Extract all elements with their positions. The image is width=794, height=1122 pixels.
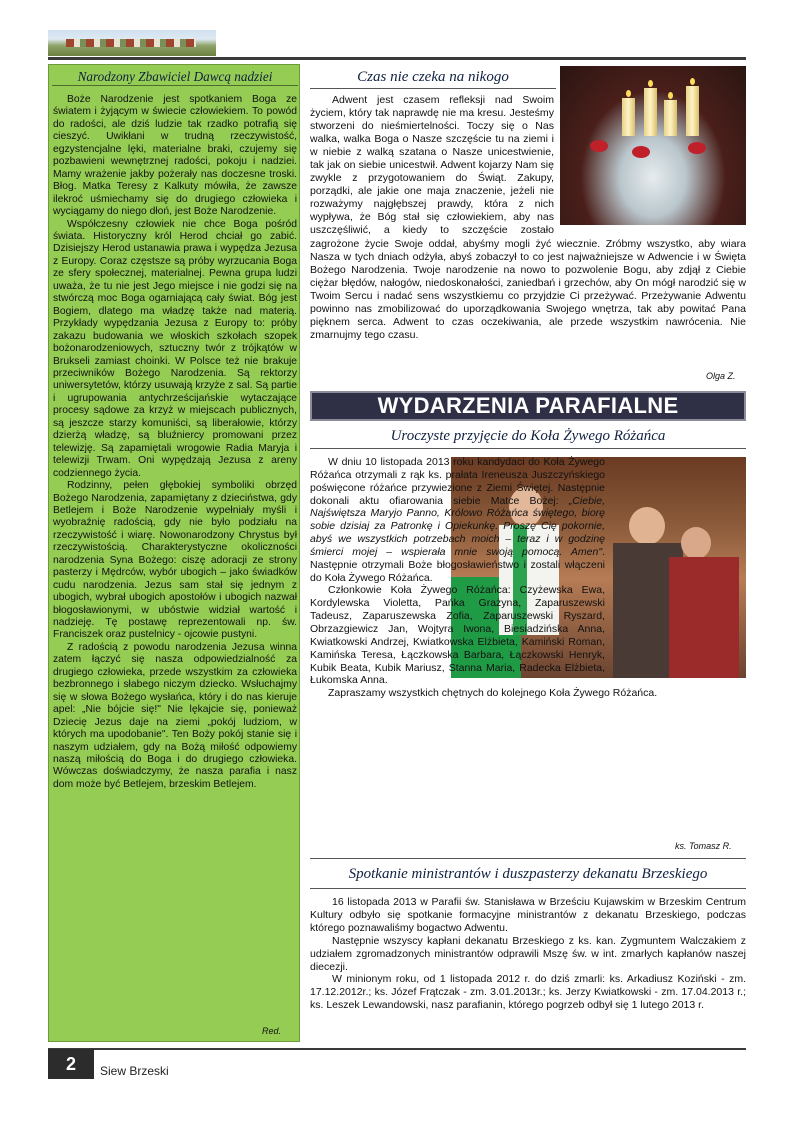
altar-article-title: Spotkanie ministrantów i duszpasterzy dekanatu Brzeskiego	[348, 866, 708, 882]
publication-name: Siew Brzeski	[100, 1064, 169, 1078]
rosary-after-prayer: . Następnie otrzymali Boże błogosławieństwo i zostali włączeni do Koła Żywego Różańca.	[310, 545, 605, 584]
left-article-paragraph: Boże Narodzenie jest spotkaniem Boga ze światem i żyjącym w świecie człowiekiem. To powód do radości, ale dziś ludzie tak rzadko potrafią się cieszyć. Uwikłani w trudną rzeczywistość, egzystencjalne lęki, materialne braki, czujemy się pozbawieni wewnętrznej radości, pokoju i nadziei. Mamy wrażenie jakby pożerały nas doczesne troski. Błog. Matka Teresy z Kalkuty mówiła, że zawsze ilekroć uśmiechamy się do drugiego człowieka i wyciągamy do niego dłoń, jest Boże Narodzenie.	[53, 94, 297, 218]
header-landscape-photo	[48, 30, 216, 56]
section-banner: WYDARZENIA PARAFIALNE	[377, 393, 679, 418]
rosary-title-rule	[310, 448, 746, 449]
left-article-body	[53, 94, 297, 791]
advent-article-body	[310, 94, 746, 342]
rosary-members: Członkowie Koła Żywego Różańca: Czyżewska Ewa, Kordylewska Violetta, Pańka Grażyna, Zaparuszewski Tadeusz, Zaparuszewska Zofia, Zaparuszewski Ryszard, Obrzazgiewicz Jan, Wojtyra Iwona, Biesiadzińska Anna, Kwiatkowski Andrzej, Kwiatkowska Elżbieta, Kamiński Roman, Kamińska Teresa, Łączkowska Barbara, Łączkowski Henryk, Kubik Beata, Kubik Mariusz, Stanna Maria, Radecka Elżbieta, Łukomska Anna.	[310, 584, 605, 687]
advent-title-rule	[310, 88, 556, 89]
altar-top-rule	[310, 858, 746, 859]
footer-rule	[48, 1048, 746, 1050]
rosary-intro: W dniu 10 listopada 2013 roku kandydaci do Koła Żywego Różańca otrzymali z rąk ks. prałata Ireneusza Juszczyńskiego poświęcone różańce przywiezione z Ziemi Świętej. Następnie dokonali aktu ofiarowania siebie Matce Bożej:	[310, 456, 605, 507]
altar-article-paragraph: W minionym roku, od 1 listopada 2012 r. do dziś zmarli: ks. Arkadiusz Koziński - zm. 17.12.2012r.; ks. Józef Frątczak - zm. 3.01.2013r.; ks. Jerzy Kwiatkowski - zm. 17.04.2013 r.; ks. Leszek Lewandowski, nasz parafianin, którego pogrzeb odbył się 1 lutego 2013 r.	[310, 973, 746, 1012]
rosary-article-title: Uroczyste przyjęcie do Koła Żywego Różańca	[390, 428, 666, 444]
left-article-signature: Red.	[262, 1026, 282, 1036]
advent-article-signature: Olga Z.	[706, 371, 736, 381]
rosary-invitation: Zapraszamy wszystkich chętnych do kolejnego Koła Żywego Różańca.	[328, 687, 658, 700]
altar-article-paragraph: 16 listopada 2013 w Parafii św. Stanisława w Brześciu Kujawskim w Brzeskim Centrum Kultury odbyło się spotkanie formacyjne ministrantów z dekanatu Brzeskiego, podczas którego poznawaliśmy bogactwo Adwentu.	[310, 896, 746, 934]
altar-article-body	[310, 896, 746, 1012]
advent-article-text: Adwent jest czasem refleksji nad Swoim życiem, który tak naprawdę nie ma kresu. Jesteśmy stworzeni do nieśmiertelności. Toczy się o Nas walka, walka Boga o Nasze szczęście tu na ziemi i w niebie z walką szatana o Nasze unicestwienie, tak jak on siebie unicestwił. Adwent kojarzy Nam się zwykle z przygotowaniem do Świąt. Zakupy, porządki, ale jakie one maja znaczenie, jeżeli nie rozważymy najgłębszej prawdy, która z nich wypływa, że Bóg stał się człowiekiem, aby nas uszczęśliwić, a kiedy to szczęście zostało zagrożone życie Swoje oddał, abyśmy mogli żyć wiecznie. Zróbmy wszystko, aby wiara Nasza w tych dniach odżyła, abyś zobaczył to co jest najważniejsze w Adwencie i w Święta Bożego Narodzenia. Twoje narodzenie na nowo to pozwolenie Bogu, aby zdjął z Ciebie ciężar błędów, nałogów, niedoskonałości, zaniedbań i grzechów, aby On mógł narodzić się w Twoim Sercu i nadać sens wszystkiemu co przyjdzie Ci przeżywać. Przeżywanie Adwentu powinno nas zmobilizować do uporządkowania Swojego wnętrza, tak aby powitać Pana pięknem serca. Adwent to czas oczekiwania, ale przede wszystkim nawrócenia. Nie zmarnujmy tego czasu.	[310, 94, 746, 341]
left-article-paragraph: Rodzinny, pełen głębokiej symboliki obrzęd Bożego Narodzenia, zapamiętany z dzieciństwa, gdy Betlejem i Boże Narodzenie wypełniały myśli i wyobraźnię radością, gdy nie było podziału na rzeczywistość i wiarę. Nowonarodzony Chrystus był rzeczywistością. Charakterystyczne okoliczności narodzenia Syna Bożego: ciszę adoracji ze strony pasterzy i Mędrców, wybór ubogich – jako świadków cudu narodzenia. Jezus sam stał się jednym z ubogich, wybrał ubogich apostołów i ubogich nazwał błogosławionymi, w ubóstwie widział wartość i nadzieję. Tę postawę reprezentowali np. św. Franciszek oraz pustelnicy - ojcowie pustyni.	[53, 480, 297, 641]
altar-article-paragraph: Następnie wszyscy kapłani dekanatu Brzeskiego z ks. kan. Zygmuntem Walczakiem z udziałem zgromadzonych ministrantów odprawili Mszę św. w int. zmarłych kapłanów naszej diecezji.	[310, 934, 746, 973]
rosary-prayer: „Ciebie, Najświętsza Maryjo Panno, Królowo Różańca świętego, biorę sobie dzisiaj za Patronkę i Opiekunkę. Proszę Cię pokornie, abyś we wszystkich potrzebach moich – teraz i w godzinę śmierci mojej – wspierała mnie swoją pomocą. Amen"	[310, 494, 605, 558]
page-number: 2	[48, 1049, 94, 1079]
rosary-article-signature: ks. Tomasz R.	[675, 841, 732, 851]
left-article-title: Narodzony Zbawiciel Dawcą nadziei	[52, 69, 298, 86]
altar-title-rule	[310, 888, 746, 889]
left-article-paragraph: Współczesny człowiek nie chce Boga pośród świata. Historyczny król Herod chciał go zabić. Dzisiejszy Herod ustanawia prawa i wypędza Jezusa z Europy. Coraz częstsze są próby wyrzucania Boga ze sfery społecznej, materialnej. Pewna grupa ludzi uważa, że tu nie jest Jego miejsce i nie godzi się na stwórczą moc Boga ogarniającą cały świat. Bóg jest Bogiem, dlatego ma władzę także nad materią. Przykłady wypędzania Jezusa z Europy to: próby zakazu budowania we włoskich szkołach szopek bożonarodzeniowych, sztuczny twór z trójkątów w Brukseli zamiast choinki. W Polsce też nie brakuje przeciwników Bożego Narodzenia. Są rektorzy uniwersytetów, którzy usuwają krzyże z sal. Są partie i ugrupowania antychrześcijańskie wytaczające procesy sądowe za krzyż w miejscach publicznych, są jeszcze starzy komuniści, są liberałowie, którzy dzierżą władzę, są bluźniercy promowani przez telewizję. Są zapamiętali wrogowie Radia Maryja i telewizji Trwam. Oni wypędzają Jezusa z areny codziennego życia.	[53, 218, 297, 479]
rosary-article-body	[310, 456, 746, 700]
advent-article-title: Czas nie czeka na nikogo	[357, 69, 509, 85]
left-article-paragraph: Z radością z powodu narodzenia Jezusa winna zatem łączyć się nasza odpowiedzialność za drugiego człowieka, przede wszystkim za człowieka bezbronnego i słabego niczym dziecko. Wsłuchajmy się w słowa Bożego wysłańca, który i do nas kieruje apel: „Nie bójcie się!" Nie lękajcie się, ponieważ Dziecię Jezus daje na ziemi „pokój ludziom, w których ma upodobanie". Ten Boży pokój stanie się i naszym udziałem, gdy na Bożą miłość odpowiemy naszą miłością do Boga i do drugiego człowieka. Wówczas doświadczymy, że nasza parafia i nasz dom może być Betlejem, brzeskim Betlejem.	[53, 641, 297, 790]
header-rule	[48, 57, 746, 60]
